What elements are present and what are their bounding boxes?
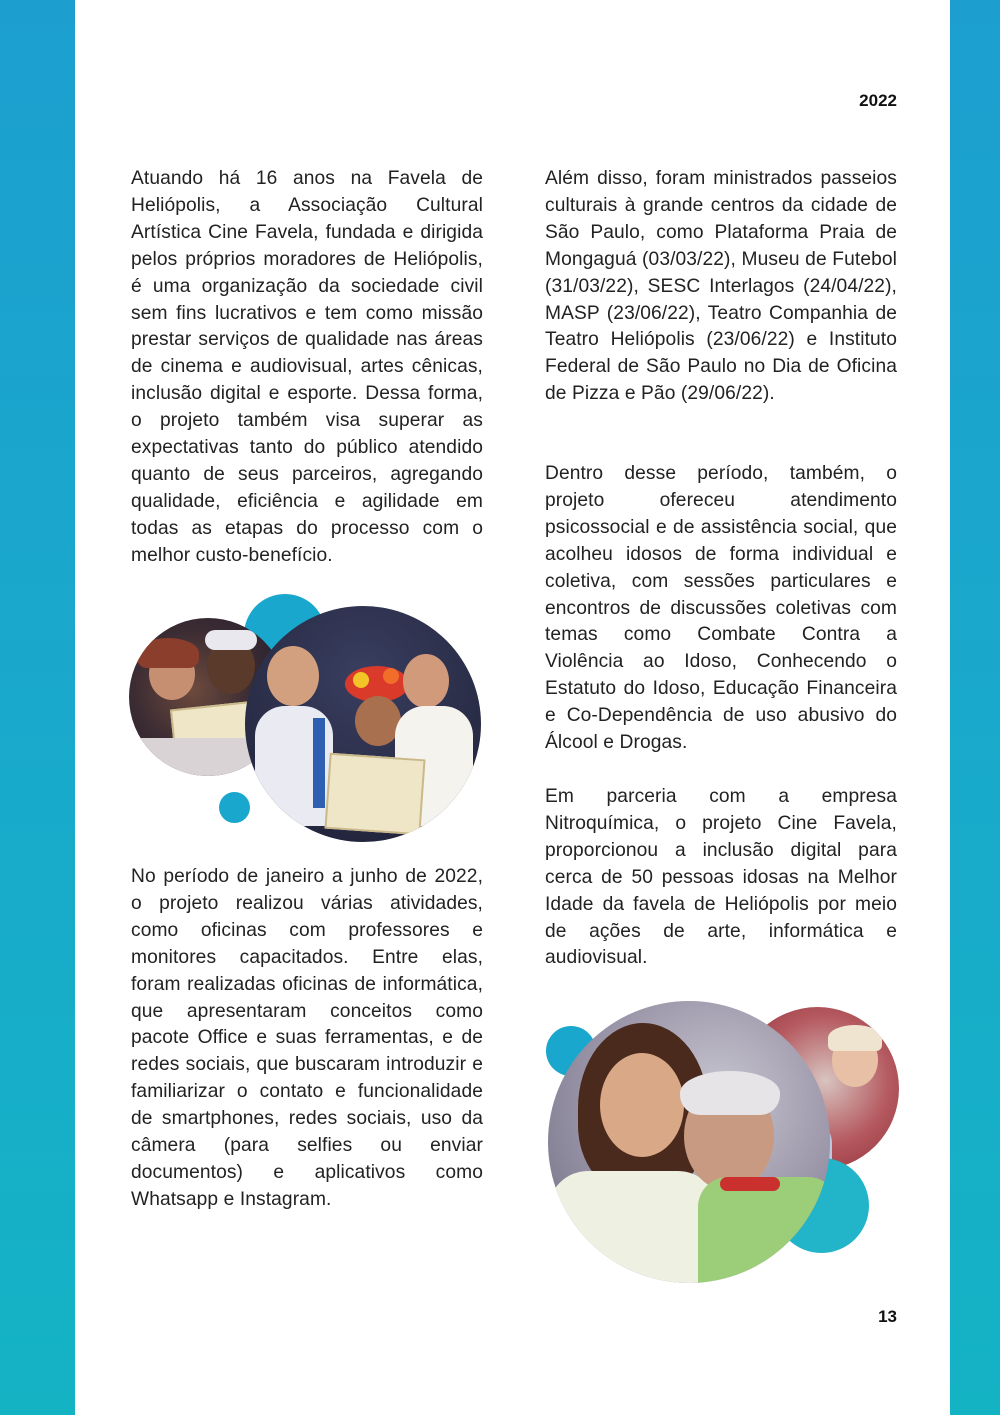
right-decorative-band: [950, 0, 1000, 1415]
page-number: 13: [878, 1307, 897, 1326]
cultural-tours-paragraph: Além disso, foram ministrados passeios culturais à grande centros da cidade de São Paulo, como Plataforma Praia de Mongaguá (03/03/22), Museu de Futebol (31/03/22), SESC Interlagos (24/04/22), MASP (23/06/22), Teatro Companhia de Teatro Heliópolis (23/06/22) e Instituto Federal de São Paulo no Dia de Oficina de Pizza e Pão (29/06/22).: [545, 168, 897, 405]
activities-paragraph: No período de janeiro a junho de 2022, o projeto realizou várias atividades, como oficinas com professores e monitores capacitados. Entre elas, foram realizadas oficinas de informática, que apresentaram conceitos como pacote Office e suas ferramentas, e de redes sociais, que buscaram introduzir e familiarizar o contato e funcionalidade de smartphones, redes sociais, uso da câmera (para selfies ou enviar documentos) e aplicativos como Whatsapp e Instagram.: [131, 866, 483, 1210]
page-year: 2022: [859, 91, 897, 110]
certificate-photo-group: [125, 590, 485, 845]
decorative-bubble: [219, 792, 250, 823]
left-decorative-band: [0, 0, 75, 1415]
psychosocial-paragraph: Dentro desse período, também, o projeto ofereceu atendimento psicossocial e de assistência social, que acolheu idosos de forma individual e coletiva, com sessões particulares e encontros de discussões coletivas com temas como Combate Contra a Violência ao Idoso, Conhecendo o Estatuto do Idoso, Educação Financeira e Co-Dependência de uso abusivo do Álcool e Drogas.: [545, 463, 897, 754]
digital-inclusion-paragraph: Em parceria com a empresa Nitroquímica, o projeto Cine Favela, proporcionou a inclusão digital para cerca de 50 pessoas idosas na Melhor Idade da favela de Heliópolis por meio de ações de arte, informática e audiovisual.: [545, 786, 897, 969]
photo-certificate-right: [245, 606, 481, 842]
photo-elderly-woman: [548, 1001, 830, 1283]
intro-paragraph: Atuando há 16 anos na Favela de Heliópolis, a Associação Cultural Artística Cine Favela, fundada e dirigida pelos próprios moradores de Heliópolis, é uma organização da sociedade civil sem fins lucrativos e tem como missão prestar serviços de qualidade nas áreas de cinema e audiovisual, artes cênicas, inclusão digital e esporte. Dessa forma, o projeto também visa superar as expectativas tanto do público atendido quanto de seus parceiros, agregando qualidade, eficiência e agilidade em todas as etapas do processo com o melhor custo-benefício.: [131, 168, 483, 566]
elderly-photo-group: [540, 995, 905, 1290]
